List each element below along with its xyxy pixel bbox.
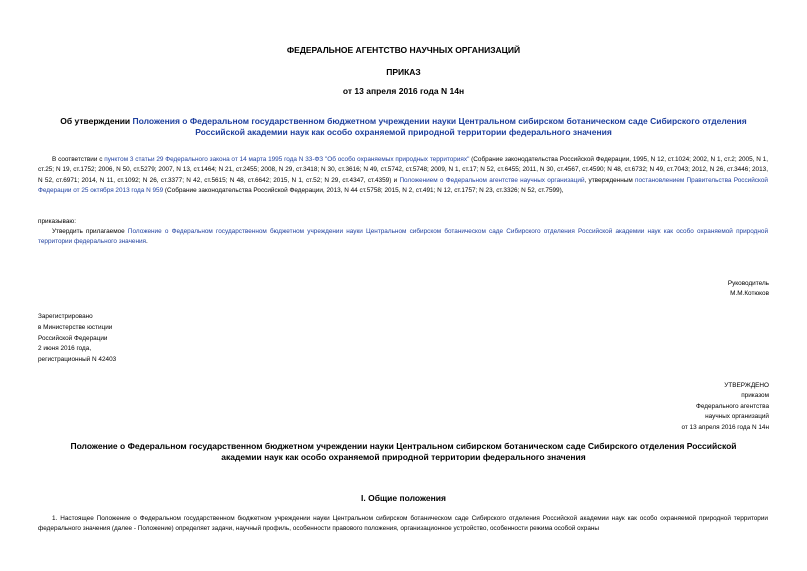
federal-law-link[interactable]: пунктом 3 статьи 29 Федерального закона от 14 марта 1995 года N 33-ФЗ "Об особо охраняемых природных территориях" bbox=[104, 156, 470, 163]
order-text-2: . bbox=[146, 238, 148, 246]
signature-name: М.М.Котюков bbox=[730, 290, 769, 298]
order-date-number: от 13 апреля 2016 года N 14н bbox=[342, 86, 465, 96]
order-title-prefix: Об утверждении bbox=[60, 116, 133, 126]
order-title bbox=[36, 116, 771, 138]
preamble-text-1: В соответствии с bbox=[52, 156, 105, 163]
preamble-text-2: (Собрание законодательства Российской Федерации, 1995, N 12, ст.1024; 2002, N 1, ст.2; 2005, N 1, ст.25; N 19, ст.1752; 2006, N 50, ст.5279; 2007, N 13, ст.1464; N 21, ст.2455; 2008, N 29, ст.3418; N 30, ст.3616; N 49, ст.5742, ст.5748; 2009, N 1, ст.17; N 52, ст.6455; 2011, N 30, ст.4567, ст.4590; N 48, ст.6732; N 49, ст.7043; 2012, N 26, ст.3446; 2013, N 52, ст.6971; 2014, N 11, ст.1092; N 26, ст.3377; N 42, ст.5615; N 48, ст.6642; 2015, N 1, ст.52; N 29, ст.4347, ст.4359) и bbox=[38, 156, 769, 184]
order-paragraph bbox=[38, 227, 768, 248]
doc-type-heading: ПРИКАЗ bbox=[386, 67, 421, 77]
approval-line-1: УТВЕРЖДЕНО bbox=[724, 382, 769, 389]
registration-line-5: регистрационный N 42403 bbox=[38, 355, 117, 363]
registration-line-2: в Министерстве юстиции bbox=[38, 324, 113, 332]
preamble-text-3: , утвержденным bbox=[584, 176, 635, 184]
approval-block bbox=[681, 381, 769, 433]
preamble-text-4: (Собрание законодательства Российской Федерации, 2013, N 44 ст.5758; 2015, N 2, ст.491; N 12, ст.1757; N 23, ст.3326; N 52, ст.7599), bbox=[163, 187, 564, 195]
signature-position: Руководитель bbox=[727, 280, 769, 287]
attached-regulation-link[interactable]: Положение о Федеральном государственном бюджетном учреждении науки Центральном сибирском ботаническом саде Сибирского отделения Российской академии наук как особо охраняемой природной территории федерального значения bbox=[38, 228, 769, 246]
approval-line-3: Федерального агентства bbox=[695, 402, 769, 410]
section-heading: I. Общие положения bbox=[361, 493, 446, 503]
approval-line-2: приказом bbox=[741, 392, 769, 400]
order-word: приказываю: bbox=[38, 218, 76, 225]
section-paragraph-1 bbox=[38, 514, 768, 535]
registration-line-4: 2 июня 2016 года, bbox=[38, 345, 92, 353]
order-text-1: Утвердить прилагаемое bbox=[52, 228, 128, 235]
signature-block bbox=[728, 279, 769, 300]
government-decree-link[interactable]: постановлением Правительства Российской Федерации от 25 октября 2013 года N 959 bbox=[38, 176, 768, 195]
agency-regulation-link[interactable]: Положением о Федеральном агентстве научных организаций bbox=[399, 176, 585, 184]
agency-heading: ФЕДЕРАЛЬНОЕ АГЕНТСТВО НАУЧНЫХ ОРГАНИЗАЦИЙ bbox=[286, 45, 521, 55]
approval-line-5: от 13 апреля 2016 года N 14н bbox=[681, 423, 769, 431]
annex-title: Положение о Федеральном государственном бюджетном учреждении науки Центральном сибирском ботаническом саде Сибирского отделения Российской академии наук как особо охраняемой природной территории федерального значения bbox=[70, 441, 737, 462]
registration-line-3: Российской Федерации bbox=[38, 334, 108, 342]
registration-block bbox=[38, 312, 116, 365]
preamble-paragraph bbox=[38, 155, 768, 197]
section-paragraph-1-text: 1. Настоящее Положение о Федеральном государственном бюджетном учреждении науки Центральном сибирском ботаническом саде Сибирского отделения Российской академии наук как особо охраняемой природной территории федерального значения (далее - Положение) определяет задачи, научный профиль, особенности правового положения, организационное устройство, особенности режима особой охраны bbox=[38, 515, 768, 533]
approval-line-4: научных организаций bbox=[705, 413, 769, 421]
registration-line-1: Зарегистрировано bbox=[38, 313, 93, 320]
regulation-title-link[interactable]: Положения о Федеральном государственном бюджетном учреждении науки Центральном сибирском ботаническом саде Сибирского отделения Российской академии наук как особо охраняемой природной территории федерального значения bbox=[132, 116, 747, 137]
